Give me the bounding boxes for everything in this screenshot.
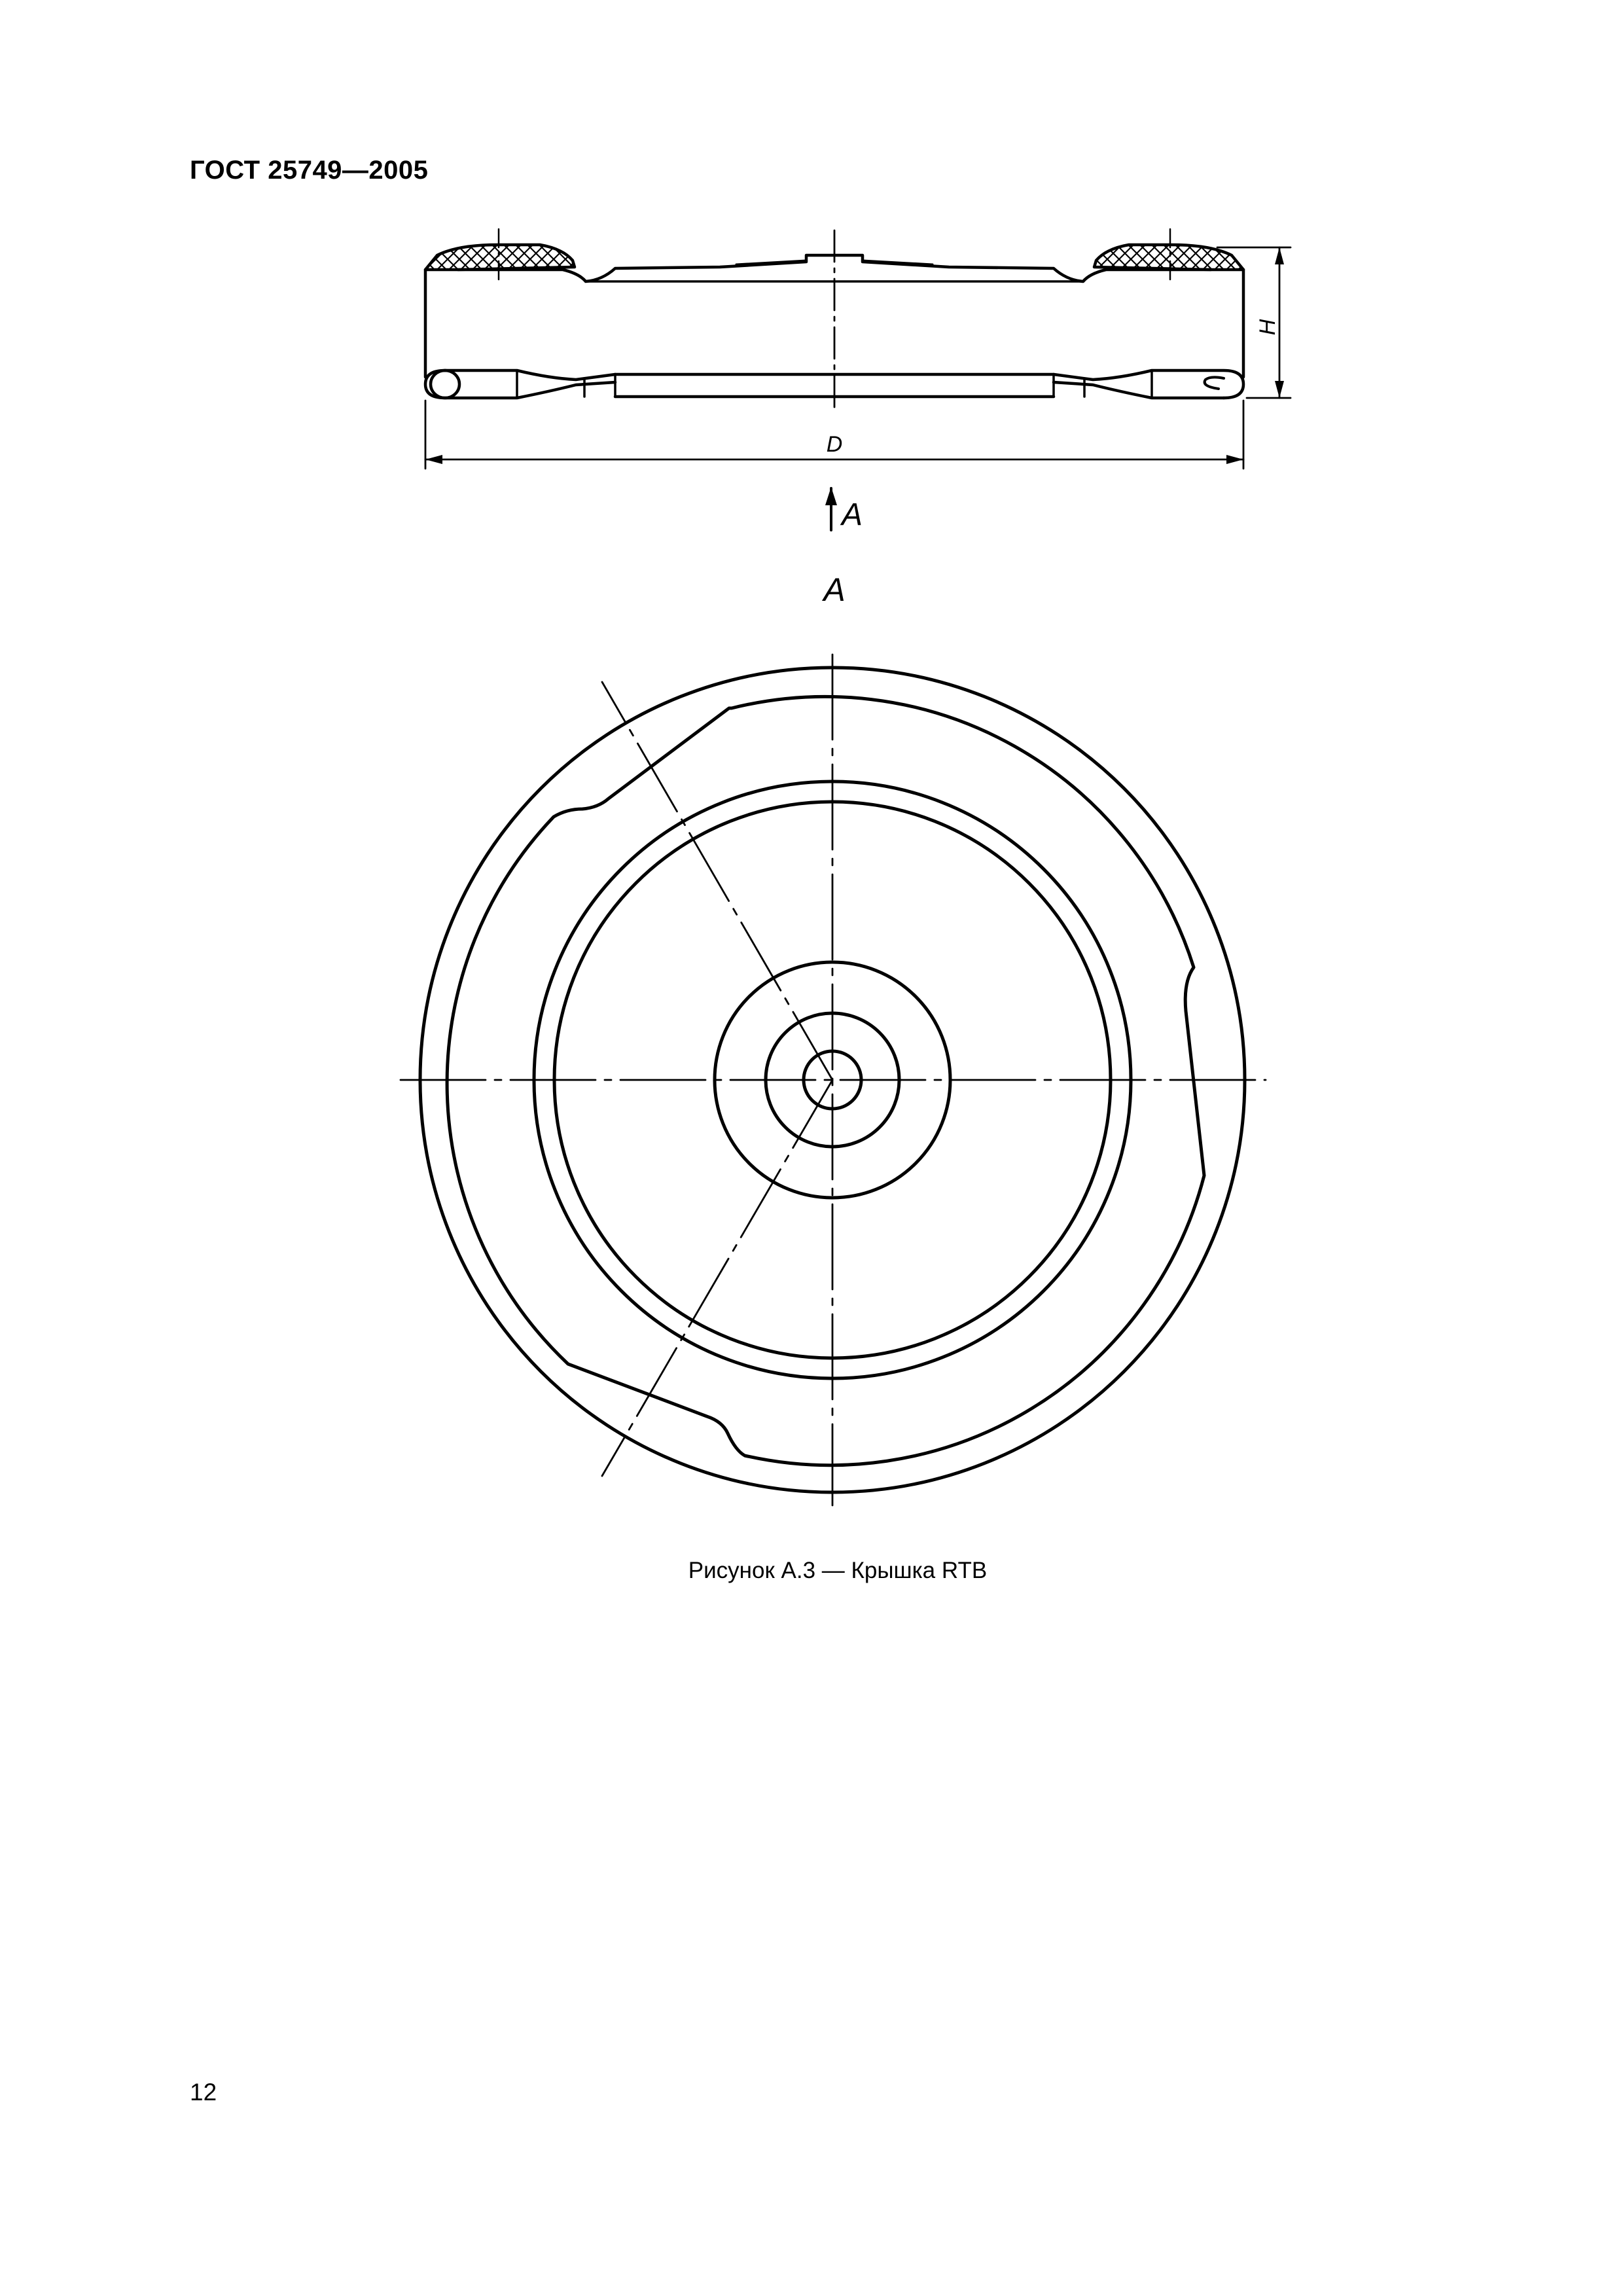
curl-right-hook (1205, 377, 1224, 389)
dim-h-label: H (1255, 319, 1280, 336)
curl-right-bottom (1054, 382, 1224, 398)
view-arrow-head (825, 487, 837, 505)
side-section-view (425, 229, 1291, 530)
view-arrow-label: A (841, 497, 863, 532)
figure-caption: Рисунок А.3 — Крышка RTB (688, 1558, 988, 1583)
lug-ring-profile (447, 696, 1204, 1465)
plan-view-a (401, 655, 1266, 1505)
seal-compound-left (425, 245, 575, 270)
document-code: ГОСТ 25749—2005 (190, 156, 429, 185)
page-number: 12 (190, 2079, 217, 2106)
view-title: A (823, 571, 846, 608)
curl-left-top (445, 370, 615, 380)
seal-compound-right (1094, 245, 1243, 270)
curl-left-roll (431, 370, 459, 398)
dim-d-label: D (826, 432, 843, 457)
